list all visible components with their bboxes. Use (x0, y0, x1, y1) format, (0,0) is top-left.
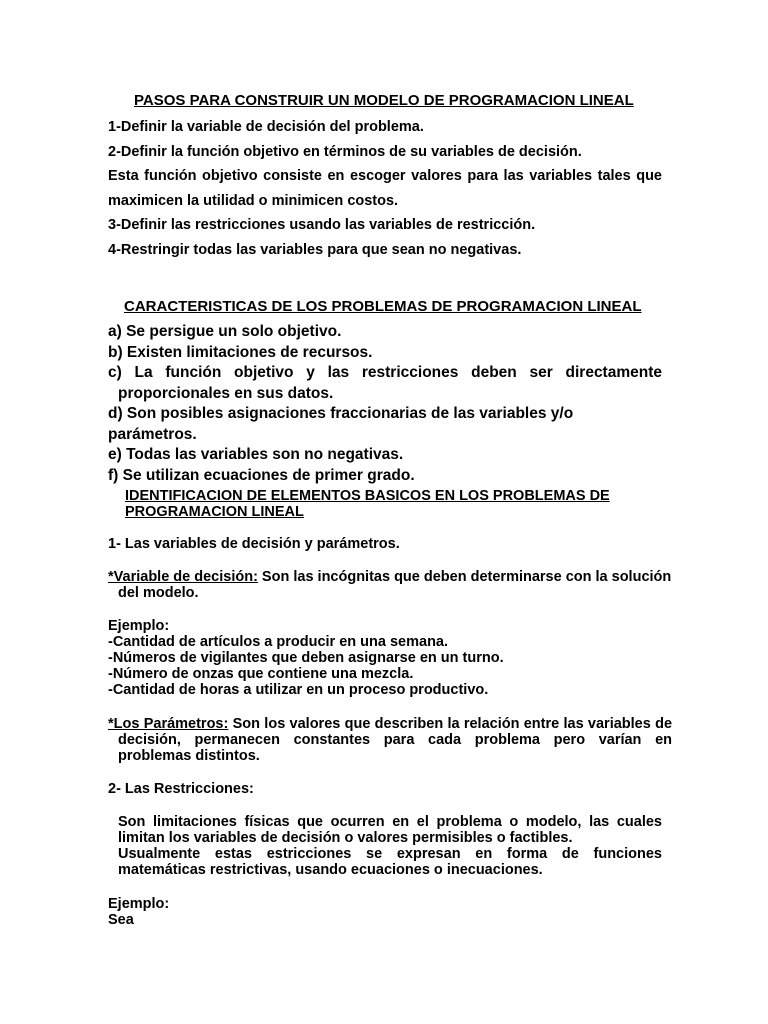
parameters-definition (108, 716, 672, 764)
item-1: 1- Las variables de decisión y parámetros. (108, 536, 400, 552)
section3-title-line2: PROGRAMACION LINEAL (125, 504, 304, 520)
decision-variable-definition (108, 569, 672, 601)
restrictions-text-1: Son limitaciones físicas que ocurren en el problema o modelo, las cuales limitan los variables de decisión o valores permisibles o factibles. (118, 814, 662, 846)
characteristic-e: e) Todas las variables son no negativas. (108, 446, 404, 463)
section2-characteristics (108, 322, 662, 486)
objective-explanation-line1: Esta función objetivo consiste en escoger valores para las variables tales que (108, 168, 662, 184)
example-item: -Números de vigilantes que deben asignarse en un turno. (108, 650, 504, 666)
characteristic-c-line1: c) La función objetivo y las restricciones deben ser directamente (108, 364, 662, 381)
decision-variable-text: Son las incógnitas que deben determinarse con la solución del modelo. (118, 569, 672, 601)
section1-title: PASOS PARA CONSTRUIR UN MODELO DE PROGRAMACION LINEAL (134, 92, 634, 109)
example2-label: Ejemplo: (108, 896, 170, 912)
item-2: 2- Las Restricciones: (108, 781, 254, 797)
example-item: -Cantidad de artículos a producir en una semana. (108, 634, 449, 650)
characteristic-a: a) Se persigue un solo objetivo. (108, 323, 342, 340)
characteristic-f: f) Se utilizan ecuaciones de primer grado. (108, 466, 415, 484)
objective-explanation-line2: maximicen la utilidad o minimicen costos. (108, 192, 399, 209)
characteristic-c-line2: proporcionales en sus datos. (118, 384, 334, 402)
step-1: 1-Definir la variable de decisión del problema. (108, 119, 424, 135)
characteristic-d: d) Son posibles asignaciones fraccionarias de las variables y/o parámetros. (108, 405, 574, 443)
example-label: Ejemplo: (108, 618, 170, 634)
parameters-text: Son los valores que describen la relación entre las variables de decisión, permanecen constantes para cada problema pero varían en problemas distintos. (118, 716, 673, 764)
section1-steps (108, 115, 662, 262)
section3-title-line1: IDENTIFICACION DE ELEMENTOS BASICOS EN LOS PROBLEMAS DE (125, 488, 610, 504)
section3-title (125, 488, 610, 520)
example2-block (108, 896, 662, 928)
decision-variable-label: *Variable de decisión: (108, 569, 258, 585)
step-3: 3-Definir las restricciones usando las variables de restricción. (108, 217, 536, 233)
step-2: 2-Definir la función objetivo en términos de su variables de decisión. (108, 143, 582, 160)
example-item: -Cantidad de horas a utilizar en un proceso productivo. (108, 682, 489, 698)
section2-title: CARACTERISTICAS DE LOS PROBLEMAS DE PROGRAMACION LINEAL (124, 298, 642, 315)
restrictions-text-2: Usualmente estas estricciones se expresan en forma de funciones matemáticas restrictivas, usando ecuaciones o inecuaciones. (118, 846, 662, 878)
characteristic-b: b) Existen limitaciones de recursos. (108, 343, 373, 361)
parameters-label: *Los Parámetros: (108, 716, 229, 732)
example-item: -Número de onzas que contiene una mezcla. (108, 666, 414, 682)
step-4: 4-Restringir todas las variables para que sean no negativas. (108, 241, 522, 258)
sea-text: Sea (108, 912, 134, 928)
restrictions-paragraph (118, 814, 662, 878)
examples-block (108, 618, 662, 698)
